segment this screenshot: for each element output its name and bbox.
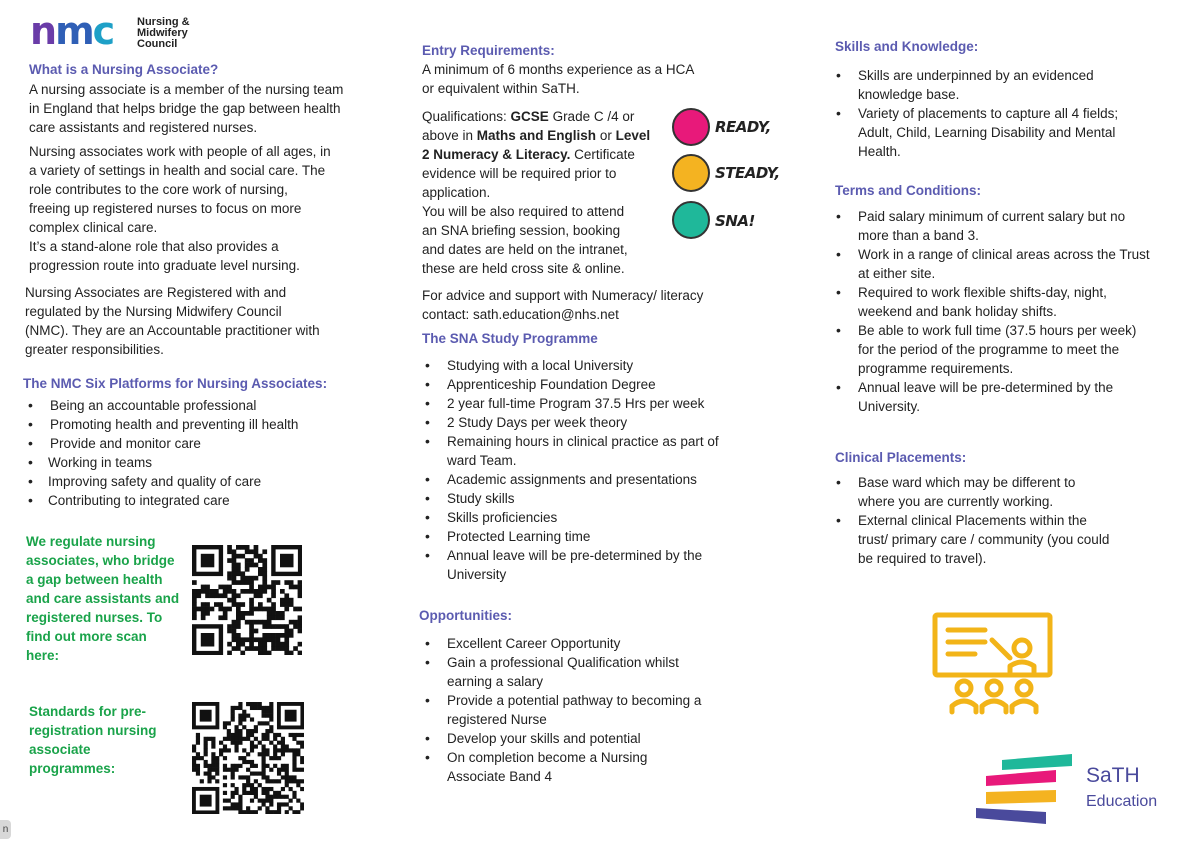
regulate-line: a gap between health [26,572,163,587]
opportunities-list [422,634,762,786]
what-is-text [29,80,379,137]
registered-line: (NMC). They are an Accountable practitioner with [25,323,320,338]
programme-item-line: • 2 year full-time Program 37.5 Hrs per week [447,396,705,411]
programme-item [422,432,762,470]
skill-item-line: Adult, Child, Learning Disability and Mental [858,125,1116,140]
regulate-line: here: [26,648,60,663]
registered-line: Nursing Associates are Registered with and [25,285,287,300]
opportunity-item-line: Associate Band 4 [447,769,553,784]
qual-b3: Level [615,128,651,143]
clinical-item-line: where you are currently working. [858,494,1054,509]
entry-text [422,60,742,98]
pointer-line [992,640,1010,658]
corner-tab-label: n [2,824,9,835]
work-line: Nursing associates work with people of all ages, in [29,144,331,159]
what-line: A nursing associate is a member of the nursing team [29,82,344,97]
terms-item-line: University. [858,399,921,414]
nmc-qr-code[interactable] [192,545,302,655]
programme-item [422,413,762,432]
qual-line [422,107,672,126]
terms-item-line: weekend and bank holiday shifts. [858,304,1057,319]
programme-item [422,375,762,394]
teacher-head [1014,640,1030,656]
skill-item [833,104,1178,161]
student-body [1012,701,1036,712]
programme-item-line: ward Team. [447,453,517,468]
nmc-logo-letter: m [55,9,93,53]
programme-item [422,489,762,508]
opportunity-item [422,748,762,786]
registered-text [25,283,375,359]
clinical-item [833,511,1178,568]
programme-item-line: • Protected Learning time [447,529,591,544]
nmc-logo-acronym [30,9,113,53]
regulate-line: find out more scan [26,629,147,644]
ready-label: READY, [715,118,771,136]
stripe-teal [1002,754,1072,770]
qr-pattern [192,545,302,655]
opportunity-item [422,653,762,691]
opportunity-item-line: • Develop your skills and potential [447,731,641,746]
steady-circle [672,154,710,192]
qual-line: an SNA briefing session, booking [422,223,621,238]
entry-heading: Entry Requirements: [422,43,555,58]
work-line: It’s a stand-alone role that also provides a [29,239,279,254]
programme-item [422,470,762,489]
teacher-body [1010,662,1034,672]
programme-item-line: • Skills proficiencies [447,510,558,525]
platform-item: • Contributing to integrated care [25,491,365,510]
opportunity-item-line: earning a salary [447,674,544,689]
work-text [29,142,379,275]
sath-logo-title: SaTH [1086,764,1140,787]
platform-item: • Improving safety and quality of care [25,472,365,491]
entry-line: A minimum of 6 months experience as a HCA [422,62,695,77]
opportunity-item-line: • Provide a potential pathway to becoming a [447,693,702,708]
advice-line: contact: sath.education@nhs.net [422,307,619,322]
qual-line: application. [422,185,491,200]
terms-item [833,378,1178,416]
qual-b1: GCSE [510,109,549,124]
terms-item-line: at either site. [858,266,936,281]
opportunity-item [422,634,762,653]
advice-line: For advice and support with Numeracy/ literacy [422,288,704,303]
terms-heading: Terms and Conditions: [835,183,982,198]
programme-item-line: • Remaining hours in clinical practice as part of [447,434,719,449]
platforms-heading: The NMC Six Platforms for Nursing Associates: [23,376,328,391]
terms-item-line: programme requirements. [858,361,1014,376]
registered-line: greater responsibilities. [25,342,164,357]
terms-item [833,245,1178,283]
opportunity-item-line: • Gain a professional Qualification whilst [447,655,679,670]
qual-line [422,145,672,164]
qual-b2: Maths and English [476,128,597,143]
opportunity-item [422,691,762,729]
ready-steady-sna-graphic [672,108,792,248]
platform-item: • Being an accountable professional [25,396,365,415]
programme-item-line: • Academic assignments and presentations [447,472,697,487]
terms-item-line: • Annual leave will be pre-determined by the [858,380,1114,395]
clinical-item-line: trust/ primary care / community (you could [858,532,1110,547]
standards-qr-code[interactable] [192,702,304,814]
platform-item: • Promoting health and preventing ill health [25,415,365,434]
programme-item-line: • 2 Study Days per week theory [447,415,628,430]
student-head [1017,681,1031,695]
standards-text [29,702,189,778]
work-line: progression route into graduate level nursing. [29,258,300,273]
programme-item [422,356,762,375]
programme-item [422,546,762,584]
stripe-yellow [986,790,1056,804]
corner-tab[interactable] [0,820,11,839]
student-body [952,701,976,712]
skills-heading: Skills and Knowledge: [835,39,979,54]
qual-b4: 2 Numeracy & Literacy. [422,147,571,162]
opportunity-item-line: • Excellent Career Opportunity [447,636,621,651]
standards-line: associate [29,742,91,757]
entry-line: or equivalent within SaTH. [422,81,580,96]
ready-circle [672,108,710,146]
terms-list [833,207,1178,416]
terms-item [833,321,1178,378]
opportunity-item-line: • On completion become a Nursing [447,750,648,765]
work-line: role contributes to the core work of nursing, [29,182,288,197]
clinical-item [833,473,1178,511]
qual-t2: Grade C /4 or [548,109,635,124]
skill-item-line: knowledge base. [858,87,960,102]
programme-item [422,527,762,546]
standards-line: programmes: [29,761,116,776]
nmc-logo-letter: c [92,9,114,53]
programme-item-line: • Apprenticeship Foundation Degree [447,377,656,392]
what-line: in England that helps bridge the gap between health [29,101,341,116]
terms-item-line: more than a band 3. [858,228,979,243]
clinical-item-line: • External clinical Placements within the [858,513,1087,528]
skill-item-line: • Variety of placements to capture all 4 fields; [858,106,1119,121]
sna-label: SNA! [715,212,755,230]
programme-item [422,508,762,527]
regulate-line: associates, who bridge [26,553,175,568]
nmc-logo [30,9,200,58]
opportunity-item [422,729,762,748]
terms-item [833,207,1178,245]
work-line: complex clinical care. [29,220,158,235]
nmc-logo-line3: Council [137,38,178,50]
student-body [982,701,1006,712]
qualifications-text [422,107,672,278]
programme-item-line: • Studying with a local University [447,358,634,373]
work-line: a variety of settings in health and social care. The [29,163,326,178]
clinical-item-line: • Base ward which may be different to [858,475,1076,490]
programme-item-line: University [447,567,507,582]
qual-t1: Qualifications: [422,109,511,124]
skill-item-line: Health. [858,144,901,159]
clinical-list [833,473,1178,568]
programme-item-line: • Study skills [447,491,515,506]
sath-logo-stripes [972,752,1077,827]
terms-item-line: • Paid salary minimum of current salary but no [858,209,1126,224]
regulate-line: registered nurses. To [26,610,163,625]
nmc-logo-line2: Midwifery [137,27,188,39]
opportunities-heading: Opportunities: [419,608,512,623]
platforms-list [25,396,365,510]
student-head [957,681,971,695]
student-head [987,681,1001,695]
steady-label: STEADY, [715,164,780,182]
stripe-purple [976,808,1046,824]
terms-item-line: for the period of the programme to meet the [858,342,1120,357]
platform-item: • Provide and monitor care [25,434,365,453]
qual-line: You will be also required to attend [422,204,625,219]
qr-pattern [192,702,304,814]
regulate-line: We regulate nursing [26,534,156,549]
qual-line: and dates are held on the intranet, [422,242,628,257]
programme-list [422,356,762,584]
platform-item: • Working in teams [25,453,365,472]
work-line: freeing up registered nurses to focus on more [29,201,302,216]
terms-item-line: • Be able to work full time (37.5 hours per week) [858,323,1137,338]
what-line: care assistants and registered nurses. [29,120,258,135]
programme-item [422,394,762,413]
stripe-pink [986,770,1056,786]
programme-item-line: • Annual leave will be pre-determined by the [447,548,703,563]
qual-t4: or [596,128,616,143]
qual-line [422,126,672,145]
programme-heading: The SNA Study Programme [422,331,598,346]
standards-line: Standards for pre- [29,704,147,719]
qual-line: these are held cross site & online. [422,261,625,276]
qual-line: evidence will be required prior to [422,166,617,181]
skill-item-line: • Skills are underpinned by an evidenced [858,68,1094,83]
what-is-heading: What is a Nursing Associate? [29,62,219,77]
regulate-line: and care assistants and [26,591,180,606]
clinical-heading: Clinical Placements: [835,450,967,465]
standards-line: registration nursing [29,723,157,738]
skill-item [833,66,1178,104]
classroom-teaching-icon [930,610,1058,718]
advice-text [422,286,762,324]
skills-list [833,66,1178,161]
sath-logo-subtitle: Education [1086,793,1158,810]
terms-item [833,283,1178,321]
registered-line: regulated by the Nursing Midwifery Council [25,304,282,319]
qual-t5: Certificate [570,147,635,162]
sna-circle [672,201,710,239]
qual-t3: above in [422,128,477,143]
opportunity-item-line: registered Nurse [447,712,547,727]
nmc-logo-line1: Nursing & [137,16,190,28]
clinical-item-line: be required to travel). [858,551,987,566]
terms-item-line: • Work in a range of clinical areas across the Trust [858,247,1150,262]
nmc-logo-letter: n [30,9,56,53]
terms-item-line: • Required to work flexible shifts-day, night, [858,285,1107,300]
regulate-text [26,532,186,665]
